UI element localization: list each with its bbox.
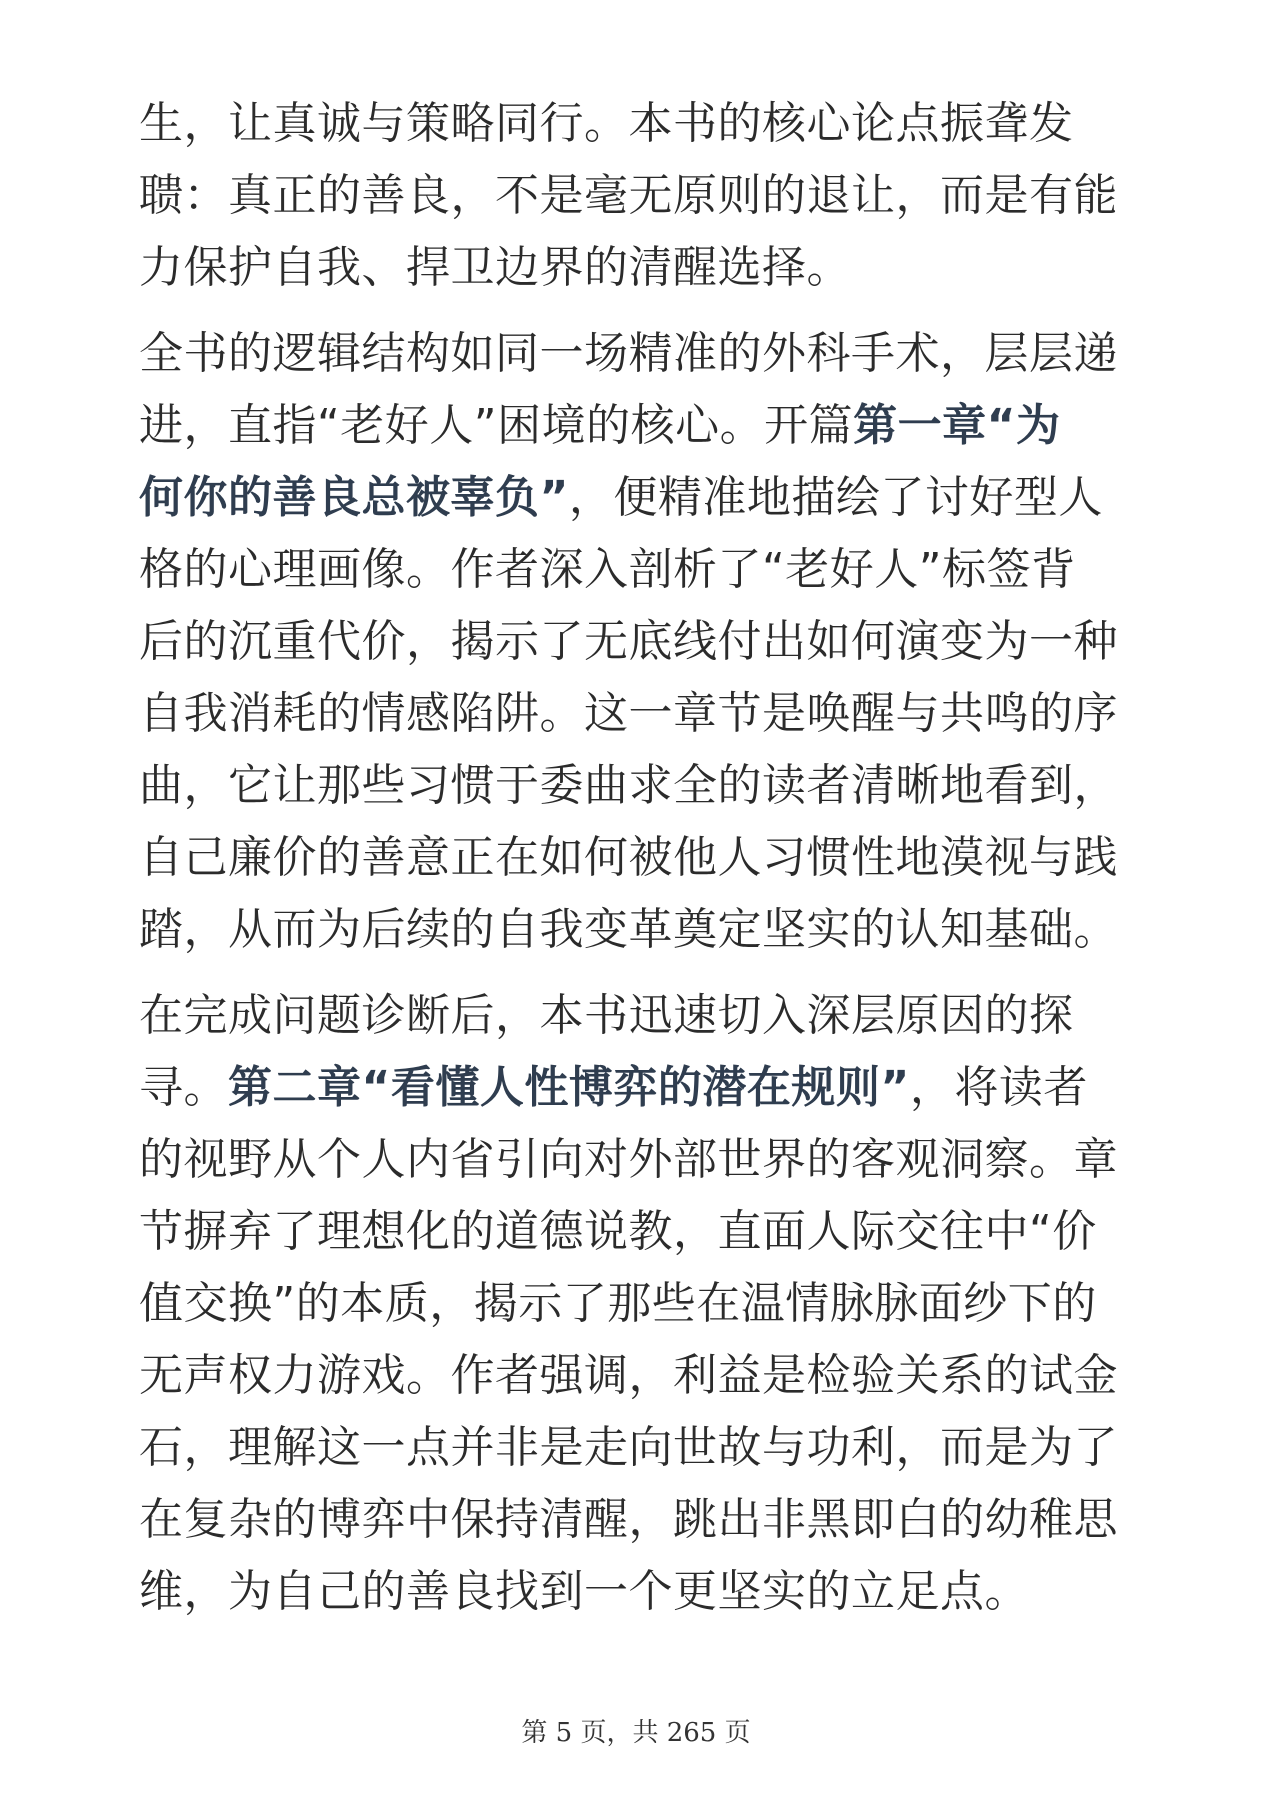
text-line — [139, 1412, 1139, 1484]
text-line — [139, 1340, 1139, 1412]
text-line — [139, 318, 1139, 390]
text-segment: ，便精准地描绘了讨好型人 — [568, 472, 1103, 523]
text-line — [139, 88, 1139, 160]
paragraph — [139, 318, 1139, 966]
text-line — [139, 1268, 1139, 1340]
text-line — [139, 606, 1139, 678]
text-segment: 进，直指“老好人”困境的核心。开篇 — [139, 400, 854, 451]
text-segment: 后的沉重代价，揭示了无底线付出如何演变为一种 — [139, 616, 1118, 667]
paragraph-gap — [139, 304, 1139, 318]
paragraph — [139, 980, 1139, 1628]
page-number-footer: 第 5 页，共 265 页 — [521, 1718, 751, 1748]
text-line — [139, 534, 1139, 606]
text-line — [139, 980, 1139, 1052]
text-segment: 值交换”的本质，揭示了那些在温情脉脉面纱下的 — [139, 1278, 1097, 1329]
text-segment: 节摒弃了理想化的道德说教，直面人际交往中“价 — [139, 1206, 1097, 1257]
chapter-title-highlight: 第二章“看懂人性博弈的潜在规则” — [228, 1062, 910, 1113]
text-line — [139, 1052, 1139, 1124]
text-segment: 踏，从而为后续的自我变革奠定坚实的认知基础。 — [139, 904, 1118, 955]
text-segment: ，将读者 — [909, 1062, 1088, 1113]
text-segment: 在完成问题诊断后，本书迅速切入深层原因的探 — [139, 990, 1074, 1041]
text-line — [139, 678, 1139, 750]
text-segment: 自己廉价的善意正在如何被他人习惯性地漠视与践 — [139, 832, 1118, 883]
text-segment: 石，理解这一点并非是走向世故与功利，而是为了 — [139, 1422, 1118, 1473]
text-segment: 自我消耗的情感陷阱。这一章节是唤醒与共鸣的序 — [139, 688, 1118, 739]
text-segment: 的视野从个人内省引向对外部世界的客观洞察。章 — [139, 1134, 1118, 1185]
text-line — [139, 1556, 1139, 1628]
text-line — [139, 894, 1139, 966]
text-segment: 曲，它让那些习惯于委曲求全的读者清晰地看到， — [139, 760, 1118, 811]
text-segment: 格的心理画像。作者深入剖析了“老好人”标签背 — [139, 544, 1076, 595]
text-segment: 在复杂的博弈中保持清醒，跳出非黑即白的幼稚思 — [139, 1494, 1118, 1545]
text-segment: 聩：真正的善良，不是毫无原则的退让，而是有能 — [139, 170, 1118, 221]
text-line — [139, 232, 1139, 304]
body-text — [139, 88, 1139, 1628]
text-segment: 寻。 — [139, 1062, 228, 1113]
text-line — [139, 160, 1139, 232]
text-segment: 维，为自己的善良找到一个更坚实的立足点。 — [139, 1566, 1029, 1617]
text-line — [139, 1124, 1139, 1196]
text-segment: 生，让真诚与策略同行。本书的核心论点振聋发 — [139, 98, 1074, 149]
text-segment: 无声权力游戏。作者强调，利益是检验关系的试金 — [139, 1350, 1118, 1401]
paragraph-gap — [139, 966, 1139, 980]
text-line — [139, 750, 1139, 822]
text-line — [139, 1196, 1139, 1268]
chapter-title-highlight: 何你的善良总被辜负” — [139, 472, 569, 523]
text-line — [139, 390, 1139, 462]
text-line — [139, 462, 1139, 534]
text-segment: 力保护自我、捍卫边界的清醒选择。 — [139, 242, 851, 293]
paragraph — [139, 88, 1139, 304]
text-segment: 全书的逻辑结构如同一场精准的外科手术，层层递 — [139, 328, 1118, 379]
text-line — [139, 822, 1139, 894]
text-line — [139, 1484, 1139, 1556]
chapter-title-highlight: 第一章“为 — [853, 400, 1061, 451]
